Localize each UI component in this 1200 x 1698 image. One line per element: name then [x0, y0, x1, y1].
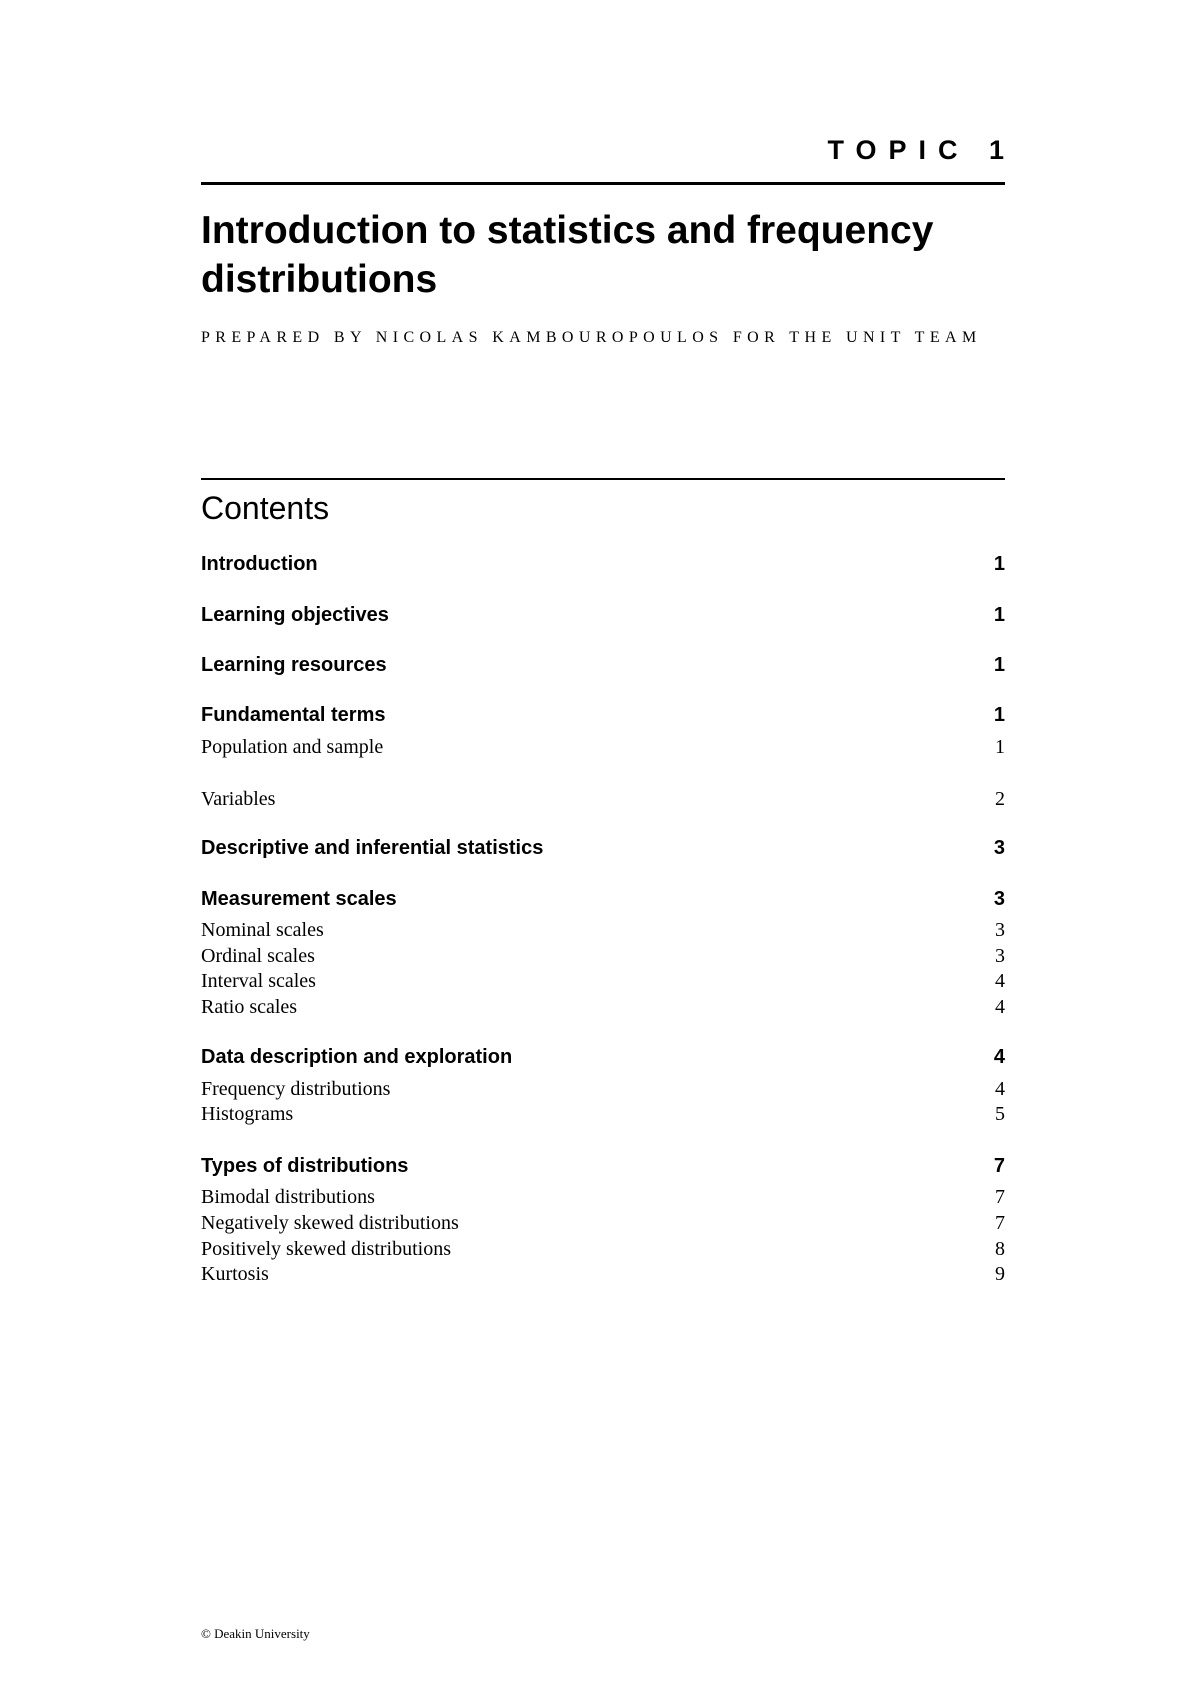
toc-entry-label: Interval scales	[201, 970, 316, 992]
toc-entry-label: Bimodal distributions	[201, 1186, 375, 1208]
header-rule	[201, 182, 1005, 185]
toc-entry-page: 1	[993, 654, 1005, 676]
toc-entry-page: 8	[995, 1238, 1005, 1260]
toc-entry-label: Frequency distributions	[201, 1078, 391, 1100]
toc-entry-population-and-sample[interactable]	[201, 735, 1005, 759]
contents-rule	[201, 478, 1005, 480]
toc-entry-variables[interactable]	[201, 787, 1005, 811]
toc-entry-label: Kurtosis	[201, 1263, 269, 1285]
toc-entry-label: Measurement scales	[201, 888, 397, 910]
toc-entry-label: Ordinal scales	[201, 945, 315, 967]
toc-entry-ratio-scales[interactable]	[201, 995, 1005, 1019]
toc-entry-data-description-and-exploration[interactable]	[201, 1044, 1005, 1070]
toc-entry-page: 7	[995, 1212, 1005, 1234]
toc-entry-descriptive-and-inferential-statistics[interactable]	[201, 835, 1005, 861]
page-title: Introduction to statistics and frequency distributions	[201, 209, 934, 301]
toc-entry-histograms[interactable]	[201, 1102, 1005, 1126]
toc-entry-label: Data description and exploration	[201, 1046, 513, 1068]
toc-entry-kurtosis[interactable]	[201, 1262, 1005, 1286]
toc-entry-page: 7	[993, 1155, 1005, 1177]
contents-heading: Contents	[201, 490, 330, 526]
toc-entry-page: 3	[993, 888, 1005, 910]
copyright-footer: © Deakin University	[201, 1626, 310, 1641]
toc-entry-label: Fundamental terms	[201, 704, 386, 726]
topic-label: TOPIC 1	[827, 135, 1016, 165]
toc-entry-label: Descriptive and inferential statistics	[201, 837, 544, 859]
toc-entry-page: 3	[995, 945, 1005, 967]
toc-entry-label: Ratio scales	[201, 996, 298, 1018]
toc-entry-page: 7	[995, 1186, 1005, 1208]
toc-entry-page: 9	[995, 1263, 1005, 1285]
toc-entry-label: Population and sample	[201, 736, 384, 758]
toc-entry-page: 3	[993, 837, 1005, 859]
toc-entry-page: 1	[993, 704, 1005, 726]
toc-entry-negatively-skewed-distributions[interactable]	[201, 1211, 1005, 1235]
toc-entry-label: Introduction	[201, 553, 318, 575]
toc-entry-label: Learning resources	[201, 654, 387, 676]
toc-entry-positively-skewed-distributions[interactable]	[201, 1237, 1005, 1261]
toc-entry-bimodal-distributions[interactable]	[201, 1185, 1005, 1209]
toc-entry-label: Variables	[201, 788, 276, 810]
byline: PREPARED BY NICOLAS KAMBOUROPOULOS FOR THE UNIT TEAM	[201, 329, 982, 346]
toc-entry-page: 4	[993, 1046, 1005, 1068]
toc-entry-types-of-distributions[interactable]	[201, 1153, 1005, 1179]
toc-entry-page: 4	[995, 996, 1005, 1018]
toc-entry-page: 2	[995, 788, 1005, 810]
toc-entry-frequency-distributions[interactable]	[201, 1077, 1005, 1101]
toc-entry-page: 1	[993, 604, 1005, 626]
toc-entry-label: Nominal scales	[201, 919, 324, 941]
toc-entry-page: 1	[995, 736, 1005, 758]
toc-entry-learning-objectives[interactable]	[201, 602, 1005, 628]
toc-entry-label: Positively skewed distributions	[201, 1238, 451, 1260]
toc-entry-introduction[interactable]	[201, 551, 1005, 577]
toc-entry-page: 5	[995, 1103, 1005, 1125]
toc-entry-fundamental-terms[interactable]	[201, 702, 1005, 728]
toc-entry-ordinal-scales[interactable]	[201, 944, 1005, 968]
toc-entry-label: Histograms	[201, 1103, 294, 1125]
toc-entry-nominal-scales[interactable]	[201, 918, 1005, 942]
toc-entry-interval-scales[interactable]	[201, 969, 1005, 993]
toc-entry-page: 1	[993, 553, 1005, 575]
toc-entry-label: Types of distributions	[201, 1155, 409, 1177]
toc-entry-page: 4	[995, 970, 1005, 992]
toc-entry-page: 3	[995, 919, 1005, 941]
toc-entry-page: 4	[995, 1078, 1005, 1100]
toc-entry-learning-resources[interactable]	[201, 652, 1005, 678]
toc-entry-measurement-scales[interactable]	[201, 886, 1005, 912]
toc-entry-label: Negatively skewed distributions	[201, 1212, 459, 1234]
toc-entry-label: Learning objectives	[201, 604, 389, 626]
